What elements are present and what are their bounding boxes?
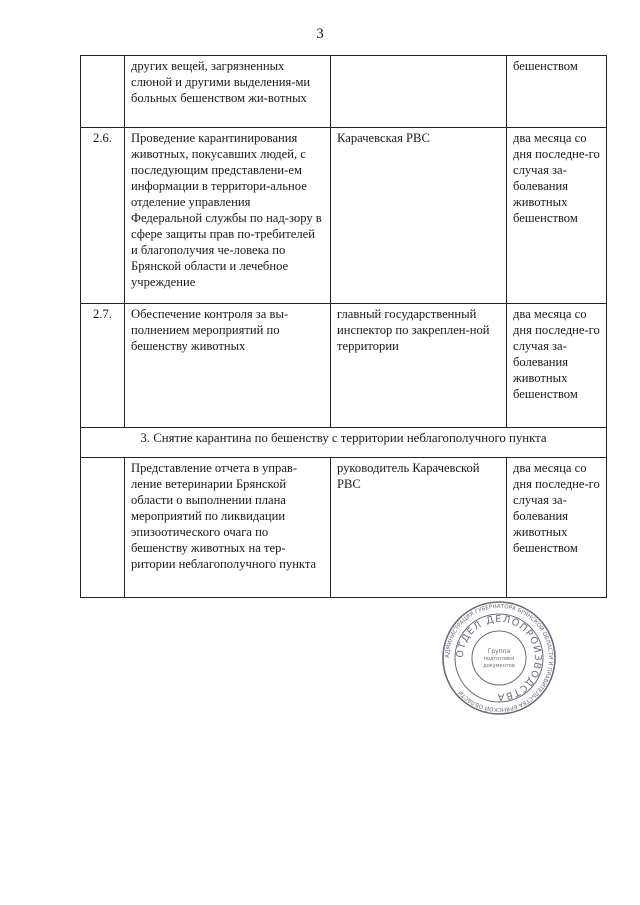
- executor-cell: [331, 56, 507, 128]
- deadline-cell: бешенством: [507, 56, 607, 128]
- activity-cell: других вещей, загрязненных слюной и другими выделения-ми больных бешенством жи-вотных: [125, 56, 331, 128]
- row-number: 2.7.: [81, 304, 125, 428]
- stamp-center-line: документов: [483, 663, 515, 669]
- row-number: [81, 458, 125, 598]
- stamp-outer-text: АДМИНИСТРАЦИЯ ГУБЕРНАТОРА БРЯНСКОЙ ОБЛАСТИ И ПРАВИТЕЛЬСТВА БРЯНСКОЙ ОБЛАСТИ: [444, 603, 554, 713]
- row-number: [81, 56, 125, 128]
- activity-cell: Проведение карантинирования животных, покусавших людей, с последующим представлени-ем информации в территори-альное отделение управления Федеральной службы по над-зору в сфере защиты прав по-требителей и благополучия че-ловека по Брянской области и лечебное учреждение: [125, 128, 331, 304]
- stamp-inner-text: ОТДЕЛ ДЕЛОПРОИЗВОДСТВА: [454, 613, 544, 703]
- row-number: 2.6.: [81, 128, 125, 304]
- office-stamp: [441, 600, 557, 716]
- executor-cell: Карачевская РВС: [331, 128, 507, 304]
- section-row: [81, 428, 607, 458]
- deadline-cell: два месяца со дня последне-го случая за-болевания животных бешенством: [507, 128, 607, 304]
- stamp-center-line: Группа: [487, 648, 511, 655]
- table-row: [81, 128, 607, 304]
- table-row: [81, 56, 607, 128]
- section-title: 3. Снятие карантина по бешенству с территории неблагополучного пункта: [81, 428, 607, 458]
- executor-cell: главный государственный инспектор по закреплен-ной территории: [331, 304, 507, 428]
- activity-cell: Обеспечение контроля за вы-полнением мероприятий по бешенству животных: [125, 304, 331, 428]
- table-row: [81, 304, 607, 428]
- executor-cell: руководитель Карачевской РВС: [331, 458, 507, 598]
- table-row: [81, 458, 607, 598]
- plan-table: [80, 55, 607, 598]
- activity-cell: Представление отчета в управ-ление ветеринарии Брянской области о выполнении плана мероприятий по ликвидации эпизоотического очага по бешенству животных на тер-ритории неблагополучного пункта: [125, 458, 331, 598]
- deadline-cell: два месяца со дня последне-го случая за-болевания животных бешенством: [507, 458, 607, 598]
- page-number: 3: [316, 26, 324, 42]
- deadline-cell: два месяца со дня последне-го случая за-болевания животных бешенством: [507, 304, 607, 428]
- stamp-center-line: подготовки: [483, 656, 515, 662]
